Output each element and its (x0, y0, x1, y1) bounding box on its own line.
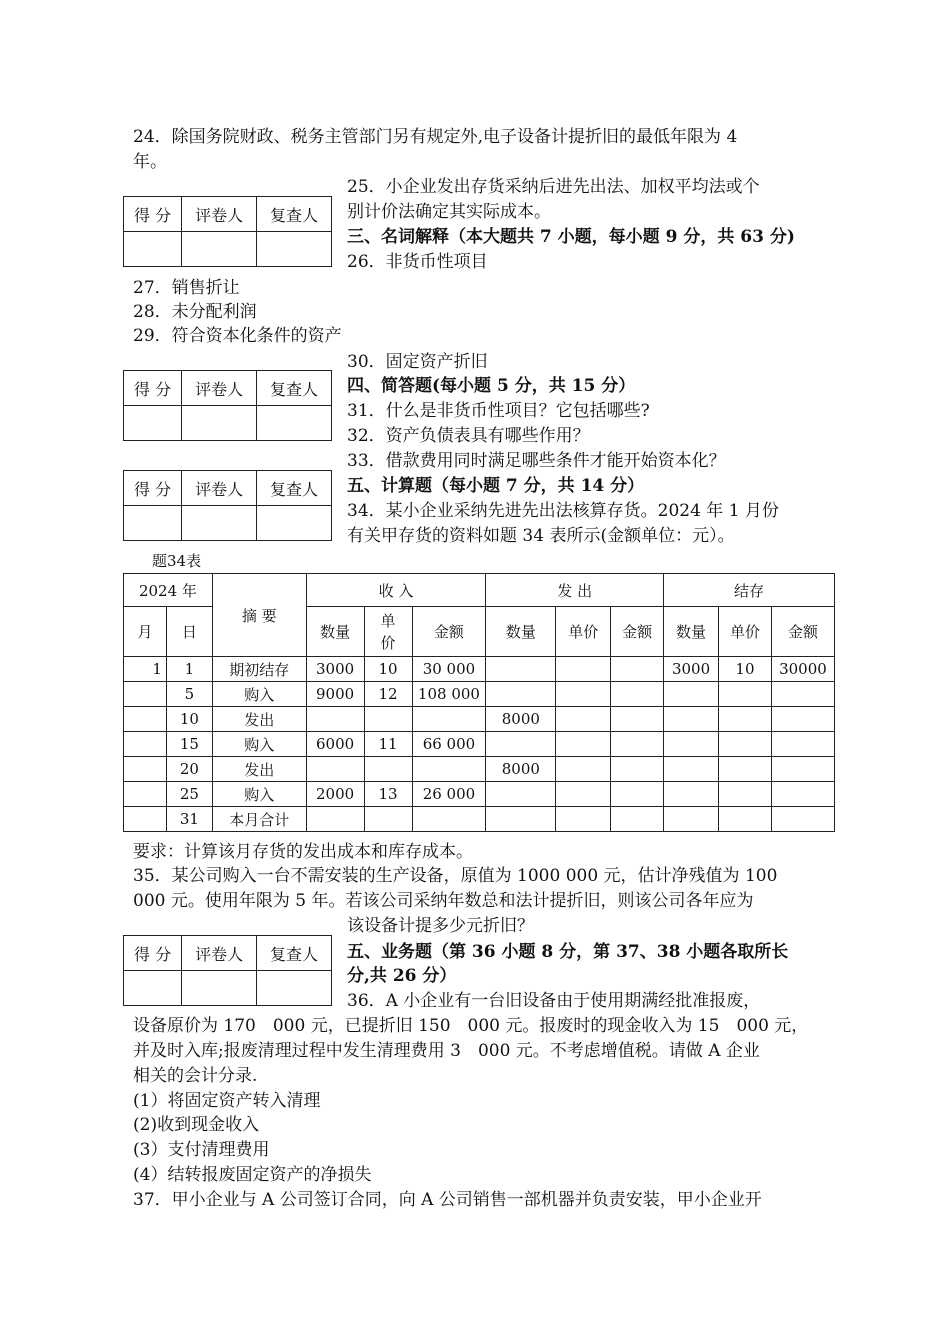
day-cell: 31 (166, 807, 212, 832)
in-amount-cell: 30 000 (412, 657, 486, 682)
in-qty-cell: 2000 (306, 782, 364, 807)
question-36-part1: (1）将固定资产转入清理 (133, 1091, 321, 1111)
grader-label: 评卷人 (182, 197, 257, 232)
out-qty-header: 数量 (486, 607, 556, 657)
question-35-line1: 35．某公司购入一台不需安装的生产设备，原值为 1000 000 元，估计净残值为 100 (133, 866, 778, 886)
bal-price-cell (719, 757, 772, 782)
out-amount-cell (611, 707, 664, 732)
bal-price-cell (719, 807, 772, 832)
in-qty-cell: 3000 (306, 657, 364, 682)
reviewer-label: 复查人 (257, 371, 332, 406)
day-cell: 20 (166, 757, 212, 782)
out-price-cell (556, 682, 611, 707)
month-cell (124, 782, 167, 807)
section-5-business-heading-line1: 五、业务题（第 36 小题 8 分，第 37、38 小题各取所长 (347, 942, 789, 962)
summary-cell: 发出 (212, 707, 306, 732)
out-qty-cell (486, 682, 556, 707)
in-price-cell: 11 (364, 732, 412, 757)
in-price-cell (364, 707, 412, 732)
table-caption: 题34表 (152, 552, 202, 570)
in-amount-cell: 26 000 (412, 782, 486, 807)
in-price-cell: 12 (364, 682, 412, 707)
requirement-text: 要求：计算该月存货的发出成本和库存成本。 (133, 842, 473, 862)
in-qty-cell (306, 807, 364, 832)
question-33: 33．借款费用同时满足哪些条件才能开始资本化？ (347, 451, 726, 471)
score-label: 得 分 (124, 371, 182, 406)
in-price-cell: 13 (364, 782, 412, 807)
question-36-line3: 并及时入库;报废清理过程中发生清理费用 3 000 元。不考虑增值税。请做 A 企业 (133, 1041, 760, 1061)
summary-cell: 发出 (212, 757, 306, 782)
reviewer-label: 复查人 (257, 197, 332, 232)
bal-price-header: 单价 (719, 607, 772, 657)
bal-qty-cell: 3000 (664, 657, 719, 682)
question-36-line4: 相关的会计分录. (133, 1066, 258, 1086)
day-header: 日 (166, 607, 212, 657)
grader-label: 评卷人 (182, 936, 257, 971)
bal-amount-cell (771, 782, 834, 807)
bal-price-cell (719, 782, 772, 807)
question-25-line2: 别计价法确定其实际成本。 (347, 202, 551, 222)
reviewer-cell[interactable] (257, 971, 332, 1006)
in-qty-header: 数量 (306, 607, 364, 657)
score-box-3 (123, 470, 332, 541)
in-qty-cell: 6000 (306, 732, 364, 757)
month-cell (124, 707, 167, 732)
out-price-cell (556, 657, 611, 682)
score-box-2 (123, 370, 332, 441)
out-amount-cell (611, 682, 664, 707)
question-36-line1: 36．A 小企业有一台旧设备由于使用期满经批准报废， (347, 991, 761, 1011)
section-5-business-heading-line2: 分,共 26 分） (347, 966, 457, 986)
score-cell[interactable] (124, 406, 182, 441)
out-qty-cell (486, 782, 556, 807)
question-24-line2: 年。 (133, 152, 167, 172)
bal-price-cell: 10 (719, 657, 772, 682)
question-36-line2: 设备原价为 170 000 元，已提折旧 150 000 元。报废时的现金收入为 15 000 元， (133, 1016, 809, 1036)
in-amount-cell (412, 707, 486, 732)
question-31: 31．什么是非货币性项目？它包括哪些? (347, 401, 650, 421)
issues-header: 发 出 (486, 574, 664, 607)
summary-cell: 购入 (212, 732, 306, 757)
question-32: 32．资产负债表具有哪些作用？ (347, 426, 590, 446)
out-price-header: 单价 (556, 607, 611, 657)
summary-cell: 期初结存 (212, 657, 306, 682)
score-box-4 (123, 935, 332, 1006)
out-amount-cell (611, 807, 664, 832)
reviewer-cell[interactable] (257, 506, 332, 541)
month-cell (124, 682, 167, 707)
bal-qty-cell (664, 707, 719, 732)
out-amount-cell (611, 732, 664, 757)
reviewer-cell[interactable] (257, 232, 332, 267)
out-amount-cell (611, 757, 664, 782)
score-cell[interactable] (124, 506, 182, 541)
summary-header: 摘 要 (212, 574, 306, 657)
question-24-line1: 24．除国务院财政、税务主管部门另有规定外,电子设备计提折旧的最低年限为 4 (133, 127, 738, 147)
grader-label: 评卷人 (182, 471, 257, 506)
in-amount-cell: 66 000 (412, 732, 486, 757)
bal-qty-cell (664, 682, 719, 707)
score-cell[interactable] (124, 971, 182, 1006)
month-cell (124, 807, 167, 832)
in-amount-cell (412, 757, 486, 782)
in-amount-cell: 108 000 (412, 682, 486, 707)
reviewer-cell[interactable] (257, 406, 332, 441)
day-cell: 25 (166, 782, 212, 807)
question-25-line1: 25．小企业发出存货采纳后进先出法、加权平均法或个 (347, 177, 760, 197)
bal-amount-cell (771, 682, 834, 707)
bal-qty-cell (664, 757, 719, 782)
bal-amount-cell (771, 732, 834, 757)
out-qty-cell: 8000 (486, 757, 556, 782)
bal-amount-cell (771, 707, 834, 732)
out-price-cell (556, 782, 611, 807)
section-3-heading: 三、名词解释（本大题共 7 小题，每小题 9 分，共 63 分) (347, 227, 795, 247)
month-cell: 1 (124, 657, 167, 682)
day-cell: 1 (166, 657, 212, 682)
balance-header: 结存 (664, 574, 835, 607)
grader-cell[interactable] (182, 971, 257, 1006)
grader-cell[interactable] (182, 406, 257, 441)
in-amount-cell (412, 807, 486, 832)
score-label: 得 分 (124, 197, 182, 232)
grader-label: 评卷人 (182, 371, 257, 406)
in-qty-cell: 9000 (306, 682, 364, 707)
score-label: 得 分 (124, 936, 182, 971)
month-cell (124, 732, 167, 757)
question-27: 27．销售折让 (133, 278, 240, 298)
question-35-line2: 000 元。使用年限为 5 年。若该公司采纳年数总和法计提折旧，则该公司各年应为 (133, 891, 754, 911)
in-qty-cell (306, 707, 364, 732)
out-amount-header: 金额 (611, 607, 664, 657)
bal-amount-cell: 30000 (771, 657, 834, 682)
in-price-header: 单 价 (364, 607, 412, 657)
inventory-table (123, 573, 835, 832)
bal-price-cell (719, 707, 772, 732)
out-amount-cell (611, 782, 664, 807)
year-header: 2024 年 (124, 574, 213, 607)
day-cell: 15 (166, 732, 212, 757)
bal-qty-cell (664, 782, 719, 807)
question-30: 30．固定资产折旧 (347, 352, 488, 372)
out-qty-cell: 8000 (486, 707, 556, 732)
in-price-cell: 10 (364, 657, 412, 682)
out-qty-cell (486, 657, 556, 682)
bal-qty-cell (664, 807, 719, 832)
month-header: 月 (124, 607, 167, 657)
grader-cell[interactable] (182, 506, 257, 541)
question-36-part2: (2)收到现金收入 (133, 1115, 260, 1135)
score-box-1 (123, 196, 332, 267)
out-price-cell (556, 757, 611, 782)
question-29: 29．符合资本化条件的资产 (133, 326, 342, 346)
in-price-cell (364, 807, 412, 832)
score-cell[interactable] (124, 232, 182, 267)
out-qty-cell (486, 807, 556, 832)
receipts-header: 收 入 (306, 574, 486, 607)
question-28: 28．未分配利润 (133, 302, 257, 322)
in-price-cell (364, 757, 412, 782)
bal-price-cell (719, 732, 772, 757)
summary-cell: 购入 (212, 782, 306, 807)
question-36-part3: (3）支付清理费用 (133, 1140, 270, 1160)
out-price-cell (556, 732, 611, 757)
bal-amount-cell (771, 757, 834, 782)
section-4-heading: 四、简答题(每小题 5 分，共 15 分） (347, 376, 636, 396)
question-35-line3: 该设备计提多少元折旧？ (347, 916, 534, 936)
out-price-cell (556, 807, 611, 832)
out-amount-cell (611, 657, 664, 682)
question-37-line1: 37．甲小企业与 A 公司签订合同，向 A 公司销售一部机器并负责安装，甲小企业开 (133, 1190, 762, 1210)
out-qty-cell (486, 732, 556, 757)
score-label: 得 分 (124, 471, 182, 506)
section-5-calc-heading: 五、计算题（每小题 7 分，共 14 分） (347, 476, 645, 496)
out-price-cell (556, 707, 611, 732)
grader-cell[interactable] (182, 232, 257, 267)
reviewer-label: 复查人 (257, 936, 332, 971)
bal-amount-header: 金额 (771, 607, 834, 657)
bal-qty-cell (664, 732, 719, 757)
bal-qty-header: 数量 (664, 607, 719, 657)
summary-cell: 本月合计 (212, 807, 306, 832)
in-amount-header: 金额 (412, 607, 486, 657)
reviewer-label: 复查人 (257, 471, 332, 506)
bal-price-cell (719, 682, 772, 707)
bal-amount-cell (771, 807, 834, 832)
question-34-line2: 有关甲存货的资料如题 34 表所示(金额单位：元）。 (347, 526, 735, 546)
month-cell (124, 757, 167, 782)
question-36-part4: (4）结转报废固定资产的净损失 (133, 1165, 372, 1185)
question-26: 26．非货币性项目 (347, 252, 488, 272)
day-cell: 10 (166, 707, 212, 732)
question-34-line1: 34．某小企业采纳先进先出法核算存货。2024 年 1 月份 (347, 501, 779, 521)
summary-cell: 购入 (212, 682, 306, 707)
day-cell: 5 (166, 682, 212, 707)
in-qty-cell (306, 757, 364, 782)
